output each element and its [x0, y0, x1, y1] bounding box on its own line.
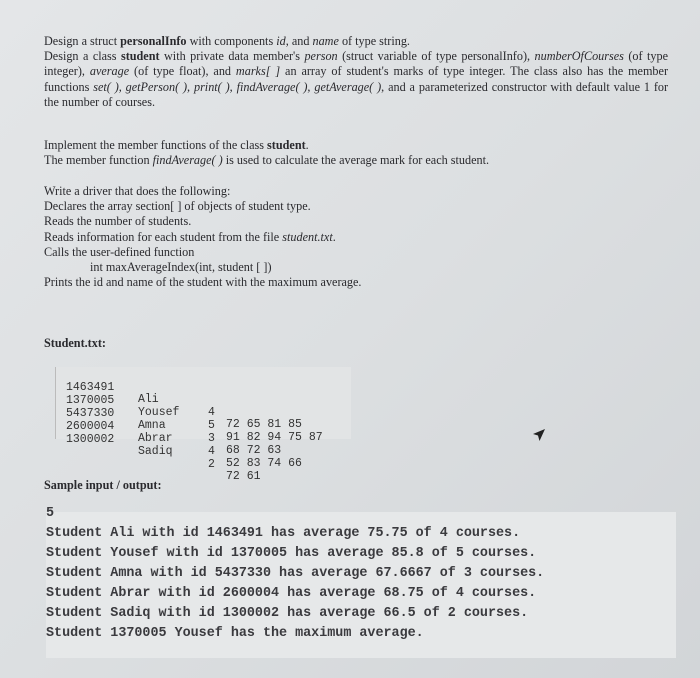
student-file-contents — [55, 367, 351, 484]
sample-output-box — [46, 506, 676, 658]
line-1: Design a struct personalInfo with components id, and name of type string. — [44, 34, 410, 48]
file-row: 1370005 Yousef 5 91 82 94 75 87 — [66, 393, 323, 445]
driver-requirements: Write a driver that does the following: Declares the array section[ ] of objects of student type. Reads the number of students. Reads information for each student from the file student.txt. Calls the user-defined function int maxAverageIndex(int, student [ ]) Prints the id and name of the student with the maximum average. — [44, 184, 362, 290]
output-line: Student Abrar with id 2600004 has average 68.75 of 4 courses. — [46, 586, 537, 601]
output-line: Student Amna with id 5437330 has average 67.6667 of 3 courses. — [46, 566, 545, 581]
file-label: Student.txt: — [44, 336, 106, 350]
output-line: Student Sadiq with id 1300002 has average 66.5 of 2 courses. — [46, 606, 529, 621]
file-row: 1463491 Ali 4 72 65 81 85 — [66, 380, 302, 432]
output-line: Student 1370005 Yousef has the maximum average. — [46, 626, 424, 641]
output-line: Student Yousef with id 1370005 has average 85.8 of 5 courses. — [46, 546, 537, 561]
output-line: Student Ali with id 1463491 has average 75.75 of 4 courses. — [46, 526, 521, 541]
sample-io-label: Sample input / output: — [44, 478, 162, 492]
implementation-paragraph: Implement the member functions of the class student. The member function findAverage( ) is used to calculate the average mark for each student. — [44, 138, 490, 168]
line-2: Design a class student with private data member's person (struct variable of type personalInfo), numberOfCourses (of type integer), average (of type float), and marks[ ] an array of student's marks of type integer. The class also has the member functions set( ), getPerson( ), print( ), findAverage( ), getAverage( ), and a parameterized constructor with default value 1 for the number of courses. — [44, 49, 669, 109]
file-row: 2600004 Abrar 4 52 83 74 66 — [66, 419, 302, 471]
mouse-pointer-icon — [532, 428, 546, 442]
problem-statement — [44, 34, 668, 110]
file-row: 5437330 Amna 3 68 72 63 — [66, 406, 282, 458]
output-line: 5 — [46, 506, 55, 521]
file-row: 1300002 Sadiq 2 72 61 — [66, 432, 261, 484]
